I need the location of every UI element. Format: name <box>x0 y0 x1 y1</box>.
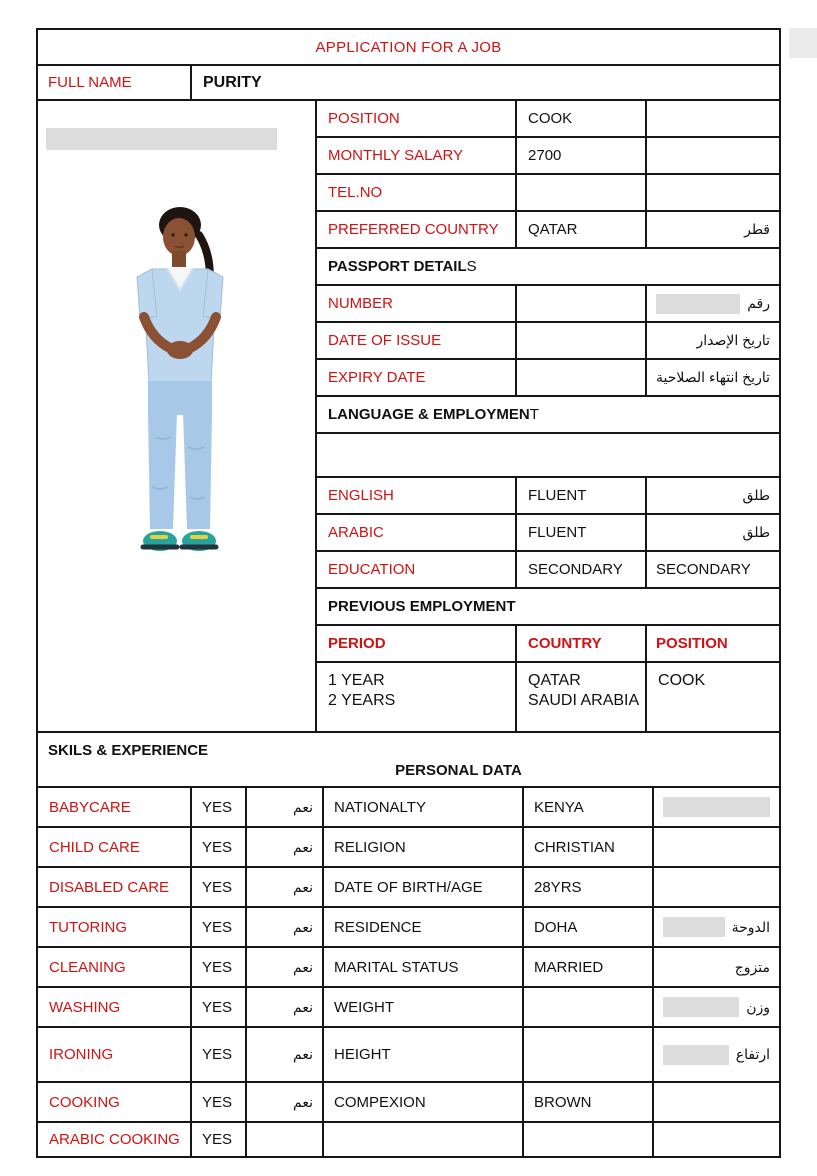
full-name-label: FULL NAME <box>38 66 192 99</box>
redaction-box-corner <box>789 28 817 58</box>
monthly-salary-label: MONTHLY SALARY <box>317 138 517 173</box>
babycare-naam: نعم <box>247 788 324 826</box>
redaction-box-residence <box>663 917 725 937</box>
row-arabic-cooking <box>38 1123 779 1156</box>
religion-value: CHRISTIAN <box>524 828 654 866</box>
row-date-of-issue <box>317 323 779 360</box>
babycare-yes: YES <box>192 788 247 826</box>
passport-details-header <box>317 249 779 284</box>
cleaning-yes: YES <box>192 948 247 986</box>
height-arabic: ارتفاع <box>654 1028 779 1081</box>
english-value: FLUENT <box>517 478 647 513</box>
skills-personal-section <box>38 733 779 1156</box>
section-header-row <box>38 733 779 788</box>
residence-label: RESIDENCE <box>324 908 524 946</box>
applicant-photo <box>100 197 260 567</box>
row-preferred-country <box>317 212 779 249</box>
washing-yes: YES <box>192 988 247 1026</box>
nationality-value: KENYA <box>524 788 654 826</box>
monthly-salary-value: 2700 <box>517 138 647 173</box>
row-tel-no <box>317 175 779 212</box>
row-passport-number <box>317 286 779 323</box>
education-value: SECONDARY <box>517 552 647 587</box>
personal-data-header: PERSONAL DATA <box>395 762 522 779</box>
height-value <box>524 1028 654 1081</box>
employment-period-cell <box>317 663 517 731</box>
employment-period-line1: 1 YEAR <box>328 672 385 689</box>
row-tutoring-residence <box>38 908 779 948</box>
row-arabic <box>317 515 779 552</box>
redaction-box-number <box>656 294 740 314</box>
tel-no-label: TEL.NO <box>317 175 517 210</box>
ironing-naam: نعم <box>247 1028 324 1081</box>
date-of-issue-value <box>517 323 647 358</box>
religion-label: RELIGION <box>324 828 524 866</box>
birth-age-label: DATE OF BIRTH/AGE <box>324 868 524 906</box>
application-form <box>36 28 781 1158</box>
employment-columns-row <box>317 626 779 663</box>
weight-arabic: وزن <box>654 988 779 1026</box>
redaction-box-photo <box>46 128 277 150</box>
empty-arabic <box>654 1123 779 1156</box>
arabic-cooking-naam <box>247 1123 324 1156</box>
childcare-naam: نعم <box>247 828 324 866</box>
tel-no-value <box>517 175 647 210</box>
height-label: HEIGHT <box>324 1028 524 1081</box>
tutoring-yes: YES <box>192 908 247 946</box>
employment-position-value: COOK <box>658 672 706 689</box>
cleaning-naam: نعم <box>247 948 324 986</box>
row-expiry-date <box>317 360 779 397</box>
expiry-date-arabic: تاريخ انتهاء الصلاحية <box>656 369 770 385</box>
language-header-tail: T <box>529 406 539 423</box>
expiry-date-label: EXPIRY DATE <box>317 360 517 395</box>
tutoring-label: TUTORING <box>38 908 192 946</box>
compexion-value: BROWN <box>524 1083 654 1121</box>
marital-status-label: MARITAL STATUS <box>324 948 524 986</box>
ironing-label: IRONING <box>38 1028 192 1081</box>
row-babycare-nationality <box>38 788 779 828</box>
employment-country-line1: QATAR <box>528 672 581 689</box>
arabic-arabic: طلق <box>742 524 770 540</box>
employment-country-cell <box>517 663 647 731</box>
disabledcare-naam: نعم <box>247 868 324 906</box>
row-position <box>317 101 779 138</box>
marital-status-arabic: متزوج <box>734 958 770 975</box>
language-employment-header-row <box>317 397 779 434</box>
row-washing-weight <box>38 988 779 1028</box>
redaction-box-nationality <box>663 797 770 817</box>
employment-col-position: POSITION <box>656 635 728 652</box>
preferred-country-arabic: قطر <box>744 221 770 237</box>
employment-position-cell <box>647 663 779 731</box>
row-ironing-height <box>38 1028 779 1083</box>
nationality-label: NATIONALTY <box>324 788 524 826</box>
weight-label: WEIGHT <box>324 988 524 1026</box>
arabic-label: ARABIC <box>317 515 517 550</box>
tel-no-arabic <box>647 175 779 210</box>
education-third-cell: SECONDARY <box>656 561 751 578</box>
childcare-yes: YES <box>192 828 247 866</box>
row-english <box>317 478 779 515</box>
tutoring-naam: نعم <box>247 908 324 946</box>
expiry-date-value <box>517 360 647 395</box>
monthly-salary-arabic <box>647 138 779 173</box>
washing-label: WASHING <box>38 988 192 1026</box>
residence-value: DOHA <box>524 908 654 946</box>
cleaning-label: CLEANING <box>38 948 192 986</box>
washing-naam: نعم <box>247 988 324 1026</box>
language-header-bold: LANGUAGE & EMPLOYMEN <box>328 406 530 423</box>
preferred-country-label: PREFERRED COUNTRY <box>317 212 517 247</box>
weight-value <box>524 988 654 1026</box>
ironing-yes: YES <box>192 1028 247 1081</box>
compexion-arabic <box>654 1083 779 1121</box>
position-label: POSITION <box>317 101 517 136</box>
passport-number-arabic: رقم <box>647 286 779 321</box>
details-table <box>317 101 779 731</box>
employment-col-period: PERIOD <box>317 626 517 661</box>
row-monthly-salary <box>317 138 779 175</box>
english-label: ENGLISH <box>317 478 517 513</box>
passport-number-value <box>517 286 647 321</box>
language-employment-header <box>317 397 779 432</box>
previous-employment-header: PREVIOUS EMPLOYMENT <box>328 598 516 615</box>
passport-number-label: NUMBER <box>317 286 517 321</box>
babycare-label: BABYCARE <box>38 788 192 826</box>
empty-row <box>317 434 779 478</box>
disabledcare-yes: YES <box>192 868 247 906</box>
nationality-arabic <box>654 788 779 826</box>
birth-age-arabic <box>654 868 779 906</box>
row-disabledcare-birth <box>38 868 779 908</box>
education-label: EDUCATION <box>317 552 517 587</box>
date-of-issue-arabic: تاريخ الإصدار <box>696 332 770 348</box>
main-body <box>38 101 779 733</box>
row-education <box>317 552 779 589</box>
compexion-label: COMPEXION <box>324 1083 524 1121</box>
birth-age-value: 28YRS <box>524 868 654 906</box>
cooking-yes: YES <box>192 1083 247 1121</box>
employment-data-row <box>317 663 779 731</box>
row-cleaning-marital <box>38 948 779 988</box>
religion-arabic <box>654 828 779 866</box>
full-name-row <box>38 66 779 101</box>
arabic-cooking-label: ARABIC COOKING <box>38 1123 192 1156</box>
residence-arabic: الدوحة <box>654 908 779 946</box>
cooking-naam: نعم <box>247 1083 324 1121</box>
employment-col-country: COUNTRY <box>517 626 647 661</box>
passport-details-header-row <box>317 249 779 286</box>
photo-cell <box>38 101 317 731</box>
arabic-cooking-yes: YES <box>192 1123 247 1156</box>
english-arabic: طلق <box>742 487 770 503</box>
row-cooking-compexion <box>38 1083 779 1123</box>
preferred-country-value: QATAR <box>517 212 647 247</box>
skills-experience-header: SKILS & EXPERIENCE <box>48 742 209 759</box>
date-of-issue-label: DATE OF ISSUE <box>317 323 517 358</box>
cooking-label: COOKING <box>38 1083 192 1121</box>
empty-value <box>524 1123 654 1156</box>
empty-label <box>324 1123 524 1156</box>
passport-header-bold: PASSPORT DETAIL <box>328 258 467 275</box>
employment-country-line2: SAUDI ARABIA <box>528 692 640 709</box>
passport-header-tail: S <box>466 258 477 275</box>
redaction-box-weight <box>663 997 739 1017</box>
position-value: COOK <box>517 101 647 136</box>
row-childcare-religion <box>38 828 779 868</box>
marital-status-value: MARRIED <box>524 948 654 986</box>
position-arabic <box>647 101 779 136</box>
employment-period-line2: 2 YEARS <box>328 692 396 709</box>
full-name-value: PURITY <box>203 73 262 91</box>
disabledcare-label: DISABLED CARE <box>38 868 192 906</box>
childcare-label: CHILD CARE <box>38 828 192 866</box>
form-title: APPLICATION FOR A JOB <box>38 30 779 66</box>
previous-employment-header-row <box>317 589 779 626</box>
redaction-box-height <box>663 1045 729 1065</box>
arabic-value: FLUENT <box>517 515 647 550</box>
